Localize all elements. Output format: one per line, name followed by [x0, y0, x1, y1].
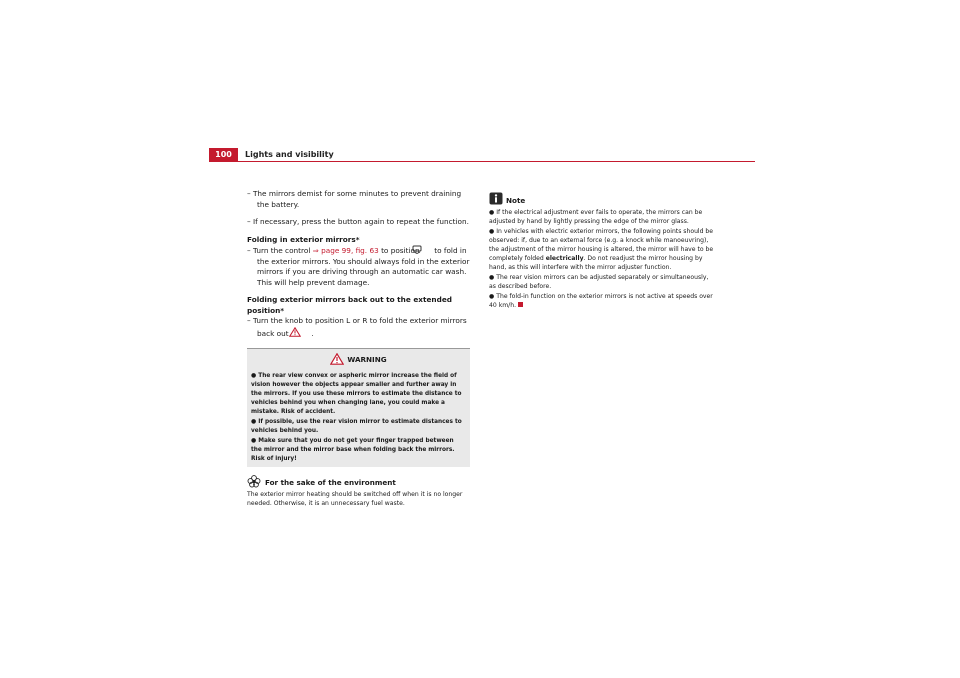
warning-triangle-inline-icon [299, 327, 314, 338]
step-fold-in-mid: to position [378, 246, 422, 255]
bullet-icon: ● [489, 293, 495, 300]
environment-title: For the sake of the environment [265, 478, 396, 487]
bullet-icon: ● [251, 418, 257, 425]
left-column [247, 189, 470, 508]
warning-item [251, 417, 466, 436]
info-icon [489, 192, 503, 205]
environment-heading [247, 475, 470, 489]
note-item-text: In vehicles with electric exterior mirrors, the following points should be observed: if, due to an external force (e.g. a knock while manoeuvring), the adjustment of the mirror housing is altered, the mirror will have to be completely folded [489, 228, 714, 262]
page-reference-link[interactable]: page 99, fig. 63 [318, 246, 379, 255]
step-fold-out [247, 316, 470, 339]
warning-item [251, 436, 466, 464]
bullet-icon: ● [489, 274, 495, 281]
warning-item [251, 371, 466, 417]
environment-note [247, 475, 470, 508]
step-fold-in-suffix: to fold in the exterior mirrors. You should always fold in the exterior mirrors if you are driving through an automatic car wash. This will help prevent damage. [257, 246, 470, 287]
note-item-text: If the electrical adjustment ever fails to operate, the mirrors can be adjusted by hand by lightly pressing the edge of the mirror glass. [489, 209, 703, 225]
bullet-icon: ● [251, 372, 257, 379]
step-fold-out-suffix: . [311, 328, 314, 338]
note-item-text: . Do not readjust the mirror housing by hand, as this will interfere with the mirror adjuster function. [489, 255, 703, 271]
step-demist: – The mirrors demist for some minutes to prevent draining the battery. [247, 189, 462, 209]
warning-item-text: The rear view convex or aspheric mirror increase the field of vision however the objects appear smaller and further away in the mirrors. If you use these mirrors to estimate the distance to vehicles behind you when changing lane, you could make a mistake. Risk of accident. [251, 373, 462, 415]
step-fold-in [247, 245, 470, 288]
note-item [489, 273, 715, 291]
flower-icon [247, 475, 261, 488]
step-repeat: – If necessary, press the button again to repeat the function. [247, 217, 469, 226]
reference-arrow: ⇒ [312, 246, 319, 255]
step-fold-out-prefix: – Turn the knob to position L or R to fold the exterior mirrors back out [247, 316, 467, 338]
step-fold-in-prefix: – Turn the control [247, 246, 313, 255]
warning-heading [251, 353, 466, 367]
section-title: Lights and visibility [245, 150, 334, 159]
note-item-text: The fold-in function on the exterior mirrors is not active at speeds over 40 km/h. [489, 293, 713, 309]
right-column [489, 192, 715, 311]
note-item-emphasis: electrically [545, 255, 584, 262]
note-item [489, 208, 715, 226]
warning-triangle-icon [330, 353, 344, 365]
note-heading [489, 192, 715, 208]
header-divider [209, 161, 755, 162]
folding-out-heading: Folding exterior mirrors back out to the extended position* [247, 295, 453, 315]
warning-item-text: Make sure that you do not get your finger trapped between the mirror and the mirror base when folding back the mirrors. Risk of injury! [251, 438, 455, 462]
page-number: 100 [209, 148, 238, 162]
note-item [489, 227, 715, 272]
note-title: Note [506, 196, 526, 205]
folding-in-heading: Folding in exterior mirrors* [247, 234, 360, 244]
warning-item-text: If possible, use the rear vision mirror to estimate distances to vehicles behind you. [251, 419, 462, 434]
environment-text: The exterior mirror heating should be switched off when it is no longer needed. Otherwise, it is an unnecessary fuel waste. [247, 491, 463, 507]
end-of-section-icon [518, 302, 523, 307]
note-item-text: The rear vision mirrors can be adjusted separately or simultaneously, as described before. [489, 274, 709, 290]
bullet-icon: ● [489, 209, 495, 216]
bullet-icon: ● [251, 437, 257, 444]
warning-title: WARNING [347, 355, 387, 364]
warning-box [247, 348, 470, 467]
folded-mirror-icon [422, 245, 432, 254]
note-item [489, 292, 715, 310]
bullet-icon: ● [489, 228, 495, 235]
